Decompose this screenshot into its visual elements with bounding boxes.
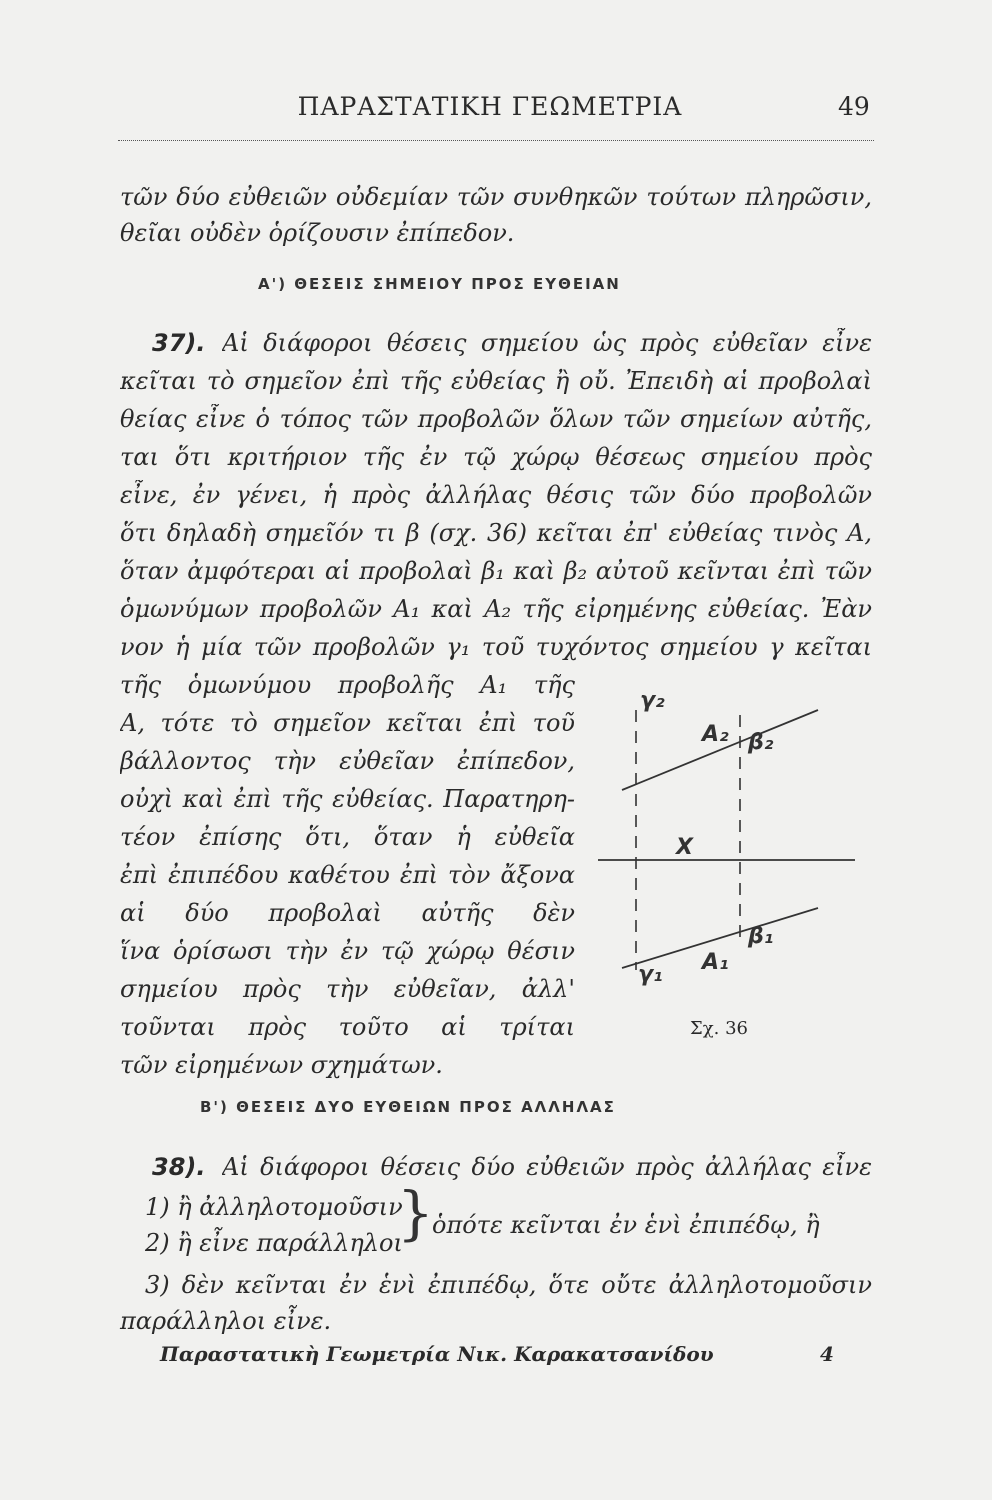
- figure-36: [590, 670, 865, 1039]
- running-header-title: ΠΑΡΑΣΤΑΤΙΚΗ ΓΕΩΜΕΤΡΙΑ: [297, 92, 683, 121]
- section-a-line-7: ὅταν ἀμφότεραι αἱ προβολαὶ β₁ καὶ β₂ αὐτοῦ κεῖνται ἐπὶ τῶν: [120, 557, 872, 585]
- section-a-heading: Α') ΘΕΣΕΙΣ ΣΗΜΕΙΟΥ ΠΡΟΣ ΕΥΘΕΙΑΝ: [258, 275, 621, 293]
- section-a-narrow-line-9: σημείου πρὸς τὴν εὐθεῖαν, ἀλλ': [120, 975, 575, 1003]
- list-item-1: 1) ἢ ἀλληλοτομοῦσιν: [145, 1193, 403, 1221]
- section-a-narrow-line-10: τοῦνται πρὸς τοῦτο αἱ τρίται: [120, 1013, 575, 1041]
- paragraph-number: 38).: [152, 1153, 206, 1181]
- list-item-3-line-1: 3) δὲν κεῖνται ἐν ἑνὶ ἐπιπέδῳ, ὅτε οὔτε ἀλληλοτομοῦσιν: [145, 1271, 872, 1299]
- section-a-narrow-line-2: Α, τότε τὸ σημεῖον κεῖται ἐπὶ τοῦ: [120, 709, 575, 737]
- paragraph-37-number: [152, 328, 205, 358]
- figure-caption: Σχ. 36: [690, 1018, 748, 1039]
- section-a-narrow-line-5: τέον ἐπίσης ὅτι, ὅταν ἡ εὐθεῖα: [120, 823, 575, 851]
- section-a-narrow-line-6: ἐπὶ ἐπιπέδου καθέτου ἐπὶ τὸν ἄξονα: [120, 861, 575, 889]
- section-a-narrow-line-1: τῆς ὁμωνύμου προβολῆς Α₁ τῆς: [120, 671, 575, 699]
- intro-line-1: τῶν δύο εὐθειῶν οὐδεμίαν τῶν συνθηκῶν τούτων πληρῶσιν,: [120, 183, 872, 211]
- section-a-line-4: ται ὅτι κριτήριον τῆς ἐν τῷ χώρῳ θέσεως σημείου πρὸς: [120, 443, 872, 471]
- section-a-narrow-line-11: τῶν εἰρημένων σχημάτων.: [120, 1051, 443, 1079]
- list-item-2: 2) ἢ εἶνε παράλληλοι: [145, 1229, 403, 1257]
- paragraph-38-number: [152, 1152, 205, 1182]
- brace-text: ὁπότε κεῖνται ἐν ἑνὶ ἐπιπέδῳ, ἢ: [432, 1211, 820, 1239]
- section-a-narrow-line-7: αἱ δύο προβολαὶ αὐτῆς δὲν: [120, 899, 575, 927]
- label-b1: β₁: [748, 924, 774, 949]
- header-rule: [118, 140, 874, 141]
- label-A2: A₂: [702, 722, 729, 747]
- label-gamma1: γ₁: [638, 962, 663, 987]
- label-x-axis: X: [676, 835, 693, 860]
- right-brace: }: [397, 1179, 434, 1247]
- section-b-first-line: Αἱ διάφοροι θέσεις δύο εὐθειῶν πρὸς ἀλλήλας εἶνε: [222, 1153, 872, 1181]
- section-a-narrow-line-4: οὐχὶ καὶ ἐπὶ τῆς εὐθείας. Παρατηρη-: [120, 785, 575, 813]
- label-gamma2: γ₂: [640, 688, 665, 713]
- section-a-line-6: ὅτι δηλαδὴ σημεῖόν τι β (σχ. 36) κεῖται ἐπ' εὐθείας τινὸς Α,: [120, 519, 872, 547]
- intro-line-2: θεῖαι οὐδὲν ὁρίζουσιν ἐπίπεδον.: [120, 219, 515, 247]
- section-a-line-3: θείας εἶνε ὁ τόπος τῶν προβολῶν ὅλων τῶν σημείων αὐτῆς,: [120, 405, 872, 433]
- footer-signature: 4: [820, 1342, 834, 1366]
- section-a-line-1: Αἱ διάφοροι θέσεις σημείου ὡς πρὸς εὐθεῖαν εἶνε: [222, 329, 872, 357]
- section-a-line-5: εἶνε, ἐν γένει, ἡ πρὸς ἀλλήλας θέσις τῶν δύο προβολῶν: [120, 481, 872, 509]
- list-item-3-line-2: παράλληλοι εἶνε.: [120, 1307, 332, 1335]
- label-A1: A₁: [702, 950, 729, 975]
- section-a-line-8: ὁμωνύμων προβολῶν Α₁ καὶ Α₂ τῆς εἰρημένης εὐθείας. Ἐὰν: [120, 595, 872, 623]
- section-a-line-2: κεῖται τὸ σημεῖον ἐπὶ τῆς εὐθείας ἢ οὔ. Ἐπειδὴ αἱ προβολαὶ: [120, 367, 872, 395]
- footer-book-title: Παραστατικὴ Γεωμετρία Νικ. Καρακατσανίδου: [160, 1342, 714, 1366]
- section-a-narrow-line-3: βάλλοντος τὴν εὐθεῖαν ἐπίπεδον,: [120, 747, 575, 775]
- page-number: 49: [838, 92, 870, 121]
- label-b2: β₂: [748, 730, 774, 755]
- section-b-heading: Β') ΘΕΣΕΙΣ ΔΥΟ ΕΥΘΕΙΩΝ ΠΡΟΣ ΑΛΛΗΛΑΣ: [200, 1098, 616, 1116]
- section-a-line-9: νον ἡ μία τῶν προβολῶν γ₁ τοῦ τυχόντος σημείου γ κεῖται: [120, 633, 872, 661]
- paragraph-number: 37).: [152, 329, 206, 357]
- section-a-narrow-line-8: ἵνα ὁρίσωσι τὴν ἐν τῷ χώρῳ θέσιν: [120, 937, 575, 965]
